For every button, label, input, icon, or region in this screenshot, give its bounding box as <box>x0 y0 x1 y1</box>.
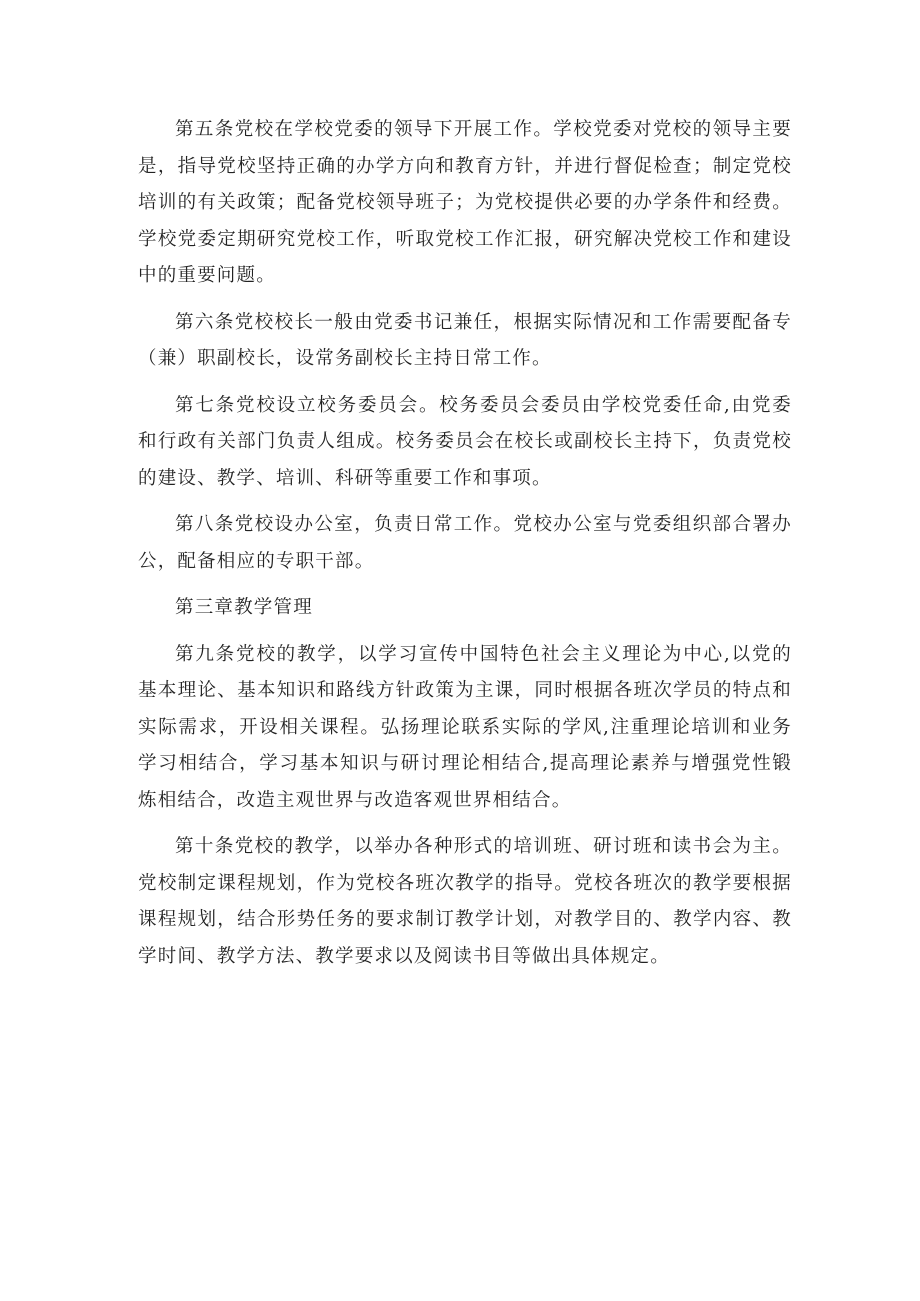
article-6-paragraph: 第六条党校校长一般由党委书记兼任，根据实际情况和工作需要配备专（兼）职副校长，设常务副校长主持日常工作。 <box>138 311 792 369</box>
article-5-paragraph: 第五条党校在学校党委的领导下开展工作。学校党委对党校的领导主要是，指导党校坚持正确的办学方向和教育方针，并进行督促检查；制定党校培训的有关政策；配备党校领导班子；为党校提供必要的办学条件和经费。学校党委定期研究党校工作，听取党校工作汇报，研究解决党校工作和建设中的重要问题。 <box>138 119 792 286</box>
chapter-3-heading: 第三章教学管理 <box>175 597 313 618</box>
document-body <box>138 112 792 985</box>
article-9-paragraph: 第九条党校的教学，以学习宣传中国特色社会主义理论为中心,以党的基本理论、基本知识和路线方针政策为主课，同时根据各班次学员的特点和实际需求，开设相关课程。弘扬理论联系实际的学风,注重理论培训和业务学习相结合，学习基本知识与研讨理论相结合,提高理论素养与增强党性锻炼相结合，改造主观世界与改造客观世界相结合。 <box>138 643 792 811</box>
article-8-paragraph: 第八条党校设办公室，负责日常工作。党校办公室与党委组织部合署办公，配备相应的专职干部。 <box>138 514 792 572</box>
article-7-paragraph: 第七条党校设立校务委员会。校务委员会委员由学校党委任命,由党委和行政有关部门负责人组成。校务委员会在校长或副校长主持下，负责党校的建设、教学、培训、科研等重要工作和事项。 <box>138 394 792 489</box>
article-10-paragraph: 第十条党校的教学，以举办各种形式的培训班、研讨班和读书会为主。党校制定课程规划，作为党校各班次教学的指导。党校各班次的教学要根据课程规划，结合形势任务的要求制订教学计划，对教学目的、教学内容、教学时间、教学方法、教学要求以及阅读书目等做出具体规定。 <box>138 836 792 967</box>
